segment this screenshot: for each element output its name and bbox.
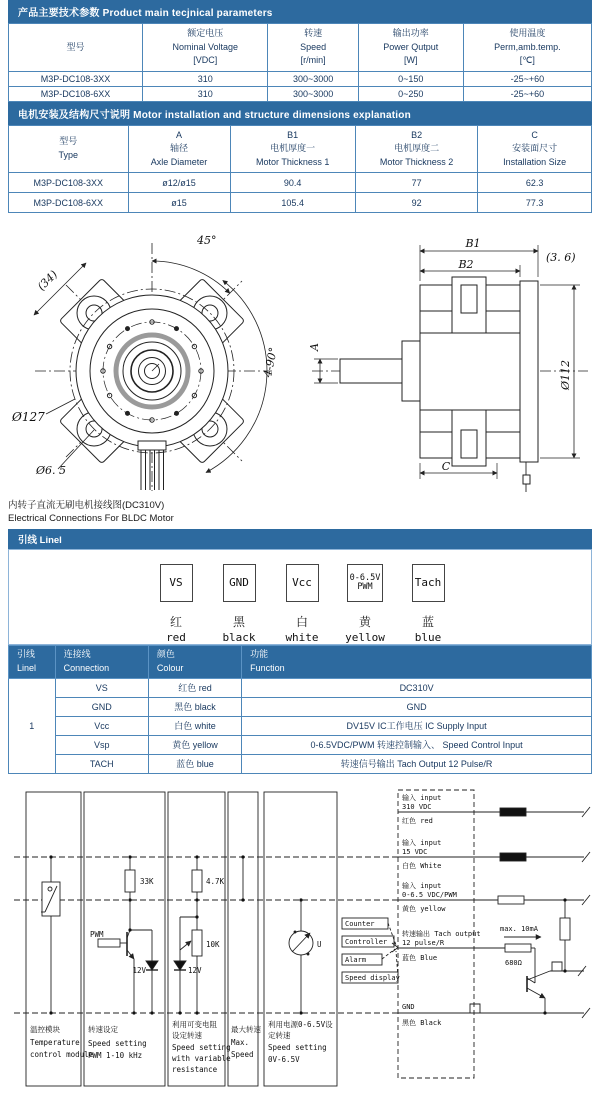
svg-text:白色 White: 白色 White xyxy=(402,861,442,870)
resistor-4k7 xyxy=(192,870,202,892)
table-row xyxy=(9,697,592,716)
wire-gnd-label: GND xyxy=(402,1002,415,1011)
pin-gnd xyxy=(222,564,256,644)
wire-white-label: 输入 input xyxy=(402,838,442,847)
table-row xyxy=(9,71,592,86)
dim-d112: Ø112 xyxy=(559,359,572,391)
dim-b1: B1 xyxy=(465,237,481,250)
caption-p3: 利用可变电阻 xyxy=(172,1019,217,1029)
pin-box: 0-6.5V PWM xyxy=(347,564,383,602)
cell: 77 xyxy=(355,173,477,193)
pin-box: Vcc xyxy=(286,564,319,602)
table3-header-row xyxy=(9,646,592,679)
dim-angle-45: 45° xyxy=(197,234,217,247)
connector-white xyxy=(500,853,526,861)
resistor-pullup xyxy=(560,918,570,940)
col-c: C 安装面尺寸 Installation Size xyxy=(478,125,592,173)
table-row xyxy=(9,86,592,101)
cell: 蓝色 blue xyxy=(148,754,241,773)
cell: ø15 xyxy=(128,193,230,213)
label-12v: 12V xyxy=(188,965,202,975)
caption-p1: 温控模块 xyxy=(30,1024,60,1034)
label-680: 680Ω xyxy=(505,958,522,967)
table1 xyxy=(8,23,592,102)
label-12v: 12V xyxy=(132,965,146,975)
potentiometer-icon xyxy=(192,930,202,956)
table-row xyxy=(9,735,592,754)
wiring-title-en: Electrical Connections For BLDC Motor xyxy=(8,513,174,524)
circuit-diagram xyxy=(0,780,600,1098)
table2-title-bar: 电机安装及结构尺寸说明 Motor installation and structure dimensions explanation xyxy=(8,102,592,125)
gnd-pulse-icon xyxy=(466,1004,486,1013)
svg-text:黑色 Black: 黑色 Black xyxy=(402,1018,442,1027)
cell: ø12/ø15 xyxy=(128,173,230,193)
svg-text:control module: control module xyxy=(30,1049,94,1059)
cell: 92 xyxy=(355,193,477,213)
svg-text:定转速: 定转速 xyxy=(268,1030,291,1040)
label-max-10ma: max. 10mA xyxy=(500,924,538,933)
svg-text:Speed setting: Speed setting xyxy=(88,1038,147,1048)
resistor-yellow xyxy=(498,896,524,904)
svg-text:310 VDC: 310 VDC xyxy=(402,802,432,811)
wire-blue-label: 转速输出 Tach output xyxy=(402,929,481,938)
lead-number-cell: 1 xyxy=(9,678,56,773)
col-colour: 颜色 Colour xyxy=(148,646,241,679)
dim-34: (34) xyxy=(34,267,61,294)
svg-text:0V-6.5V: 0V-6.5V xyxy=(268,1054,300,1064)
label-4k7: 4.7K xyxy=(206,876,225,886)
cell: 白色 white xyxy=(148,716,241,735)
svg-text:Speed setting: Speed setting xyxy=(268,1042,327,1052)
svg-text:PWM 1-10 kHz: PWM 1-10 kHz xyxy=(88,1050,143,1060)
cell: Vsp xyxy=(55,735,148,754)
pin-vcc xyxy=(285,564,319,644)
svg-text:黄色 yellow: 黄色 yellow xyxy=(402,904,446,913)
col-type: 型号 Type xyxy=(9,125,129,173)
table-row xyxy=(9,678,592,697)
svg-text:Temperature: Temperature xyxy=(30,1037,80,1047)
cell: 310 xyxy=(143,71,268,86)
cell: Vcc xyxy=(55,716,148,735)
header-line: 型号 xyxy=(66,41,85,52)
col-connection: 连接线 Connection xyxy=(55,646,148,679)
cell: 红色 red xyxy=(148,678,241,697)
cell: -25~+60 xyxy=(463,86,591,101)
cell: M3P-DC108-3XX xyxy=(9,173,129,193)
wiring-section-titles xyxy=(8,499,592,525)
col-temp: 使用温度 Perm,amb.temp. [℃] xyxy=(463,24,591,72)
table-row xyxy=(9,193,592,213)
block-label-speed-display: Speed display xyxy=(345,973,400,982)
col-speed: 转速 Speed [r/min] xyxy=(268,24,358,72)
lead-wire-bar: 引线 Linel xyxy=(8,529,592,549)
caption-p5: 利用电源0-6.5V设 xyxy=(268,1019,333,1029)
pin-box: GND xyxy=(223,564,256,602)
cell: GND xyxy=(242,697,592,716)
zener-diode-icon xyxy=(174,961,186,970)
block-label-counter: Counter xyxy=(345,919,375,928)
col-voltage: 额定电压 Nominal Voltage [VDC] xyxy=(143,24,268,72)
pulse-waveform-icon xyxy=(552,962,562,971)
col-b2: B2 电机厚度二 Motor Thickness 2 xyxy=(355,125,477,173)
caption-p4: 最大转速 xyxy=(231,1024,261,1034)
wire-yellow-label: 输入 input xyxy=(402,881,442,890)
table-row xyxy=(9,716,592,735)
resistor-33k xyxy=(125,870,135,892)
table2 xyxy=(8,125,592,214)
cell: DV15V IC工作电压 IC Supply Input xyxy=(242,716,592,735)
dim-d127: Ø127 xyxy=(12,410,45,424)
cell: TACH xyxy=(55,754,148,773)
connection-function-table xyxy=(8,645,592,774)
label-33k: 33K xyxy=(140,876,154,886)
cell: 0~150 xyxy=(358,71,463,86)
cell: M3P-DC108-6XX xyxy=(9,193,129,213)
cell: 0-6.5VDC/PWM 转速控制输入、 Speed Control Input xyxy=(242,735,592,754)
lead-wire-diagram xyxy=(8,549,592,645)
pin-color-en: red xyxy=(166,631,186,644)
technical-drawing xyxy=(0,223,600,495)
wire-red-label: 输入 input xyxy=(402,793,442,802)
cell: VS xyxy=(55,678,148,697)
label-10k: 10K xyxy=(206,939,220,949)
dim-a: A xyxy=(308,343,321,351)
product-parameters-table xyxy=(8,0,592,102)
resistor-680 xyxy=(505,944,531,952)
col-model xyxy=(9,24,143,72)
cell: 62.3 xyxy=(478,173,592,193)
table3 xyxy=(8,645,592,774)
cell: 90.4 xyxy=(230,173,355,193)
cell: 0~250 xyxy=(358,86,463,101)
resistor-pwm-input xyxy=(98,939,120,947)
table2-header-row xyxy=(9,125,592,173)
side-view xyxy=(312,245,588,492)
connector-red xyxy=(500,808,526,816)
pin-color-cn: 黄 xyxy=(358,615,371,629)
cell: DC310V xyxy=(242,678,592,697)
col-function: 功能 Function xyxy=(242,646,592,679)
table-row xyxy=(9,754,592,773)
cell: GND xyxy=(55,697,148,716)
lead-wires xyxy=(138,441,166,490)
cell: 310 xyxy=(143,86,268,101)
front-view xyxy=(34,243,272,491)
svg-text:红色 red: 红色 red xyxy=(402,816,433,825)
pin-color-cn: 蓝 xyxy=(421,615,434,629)
label-u: U xyxy=(317,939,322,949)
caption-p2: 转速设定 xyxy=(88,1024,118,1034)
svg-text:with variable: with variable xyxy=(172,1053,231,1063)
dim-c: C xyxy=(441,460,451,473)
col-power: 输出功率 Power Qutput [W] xyxy=(358,24,463,72)
cell: 黄色 yellow xyxy=(148,735,241,754)
svg-text:resistance: resistance xyxy=(172,1064,218,1074)
block-label-alarm: Alarm xyxy=(345,955,367,964)
dim-3-6: (3. 6) xyxy=(546,251,576,264)
dimensions-table xyxy=(8,102,592,214)
pin-pwm xyxy=(345,564,385,644)
block-label-controller: Controller xyxy=(345,937,388,946)
svg-text:12 pulse/R: 12 pulse/R xyxy=(402,938,445,947)
pin-color-cn: 白 xyxy=(295,615,308,629)
pin-color-en: blue xyxy=(414,631,442,644)
table1-title-bar: 产品主要技术参数 Product main tecjnical parameters xyxy=(8,0,592,23)
svg-text:0-6.5 VDC/PWM: 0-6.5 VDC/PWM xyxy=(402,890,457,899)
svg-text:Max.: Max. xyxy=(231,1037,250,1047)
label-pwm: PWM xyxy=(90,929,104,939)
svg-text:15 VDC: 15 VDC xyxy=(402,847,428,856)
cell: 300~3000 xyxy=(268,86,358,101)
cell: 黑色 black xyxy=(148,697,241,716)
svg-text:Speed: Speed xyxy=(231,1049,254,1059)
cell: 105.4 xyxy=(230,193,355,213)
cell: M3P-DC108-3XX xyxy=(9,71,143,86)
svg-text:蓝色 Blue: 蓝色 Blue xyxy=(402,953,438,962)
pin-vs xyxy=(159,564,193,644)
svg-text:Speed setting: Speed setting xyxy=(172,1042,231,1052)
pin-color-en: white xyxy=(285,631,319,644)
svg-text:设定转速: 设定转速 xyxy=(172,1030,202,1040)
zener-diode-icon xyxy=(146,961,158,970)
col-linel: 引线 Linel xyxy=(9,646,56,679)
pin-box: VS xyxy=(160,564,193,602)
cell: M3P-DC108-6XX xyxy=(9,86,143,101)
dim-4-90: 4-90° xyxy=(261,346,281,379)
cell: -25~+60 xyxy=(463,71,591,86)
table1-header-row xyxy=(9,24,592,72)
pin-color-en: black xyxy=(222,631,256,644)
col-b1: B1 电机厚度一 Motor Thickness 1 xyxy=(230,125,355,173)
dim-b2: B2 xyxy=(458,258,474,271)
cell: 77.3 xyxy=(478,193,592,213)
col-axle: A 轴径 Axle Diameter xyxy=(128,125,230,173)
table-row xyxy=(9,173,592,193)
pin-color-en: yellow xyxy=(345,631,385,644)
cell: 转速信号输出 Tach Output 12 Pulse/R xyxy=(242,754,592,773)
pin-tach xyxy=(411,564,445,644)
dim-d6-5: Ø6. 5 xyxy=(36,464,67,477)
cell: 300~3000 xyxy=(268,71,358,86)
pin-color-cn: 黑 xyxy=(232,615,245,629)
pin-box: Tach xyxy=(412,564,445,602)
pin-color-cn: 红 xyxy=(169,615,182,629)
wiring-title-cn: 内转子直流无刷电机接线图(DC310V) xyxy=(8,500,165,511)
